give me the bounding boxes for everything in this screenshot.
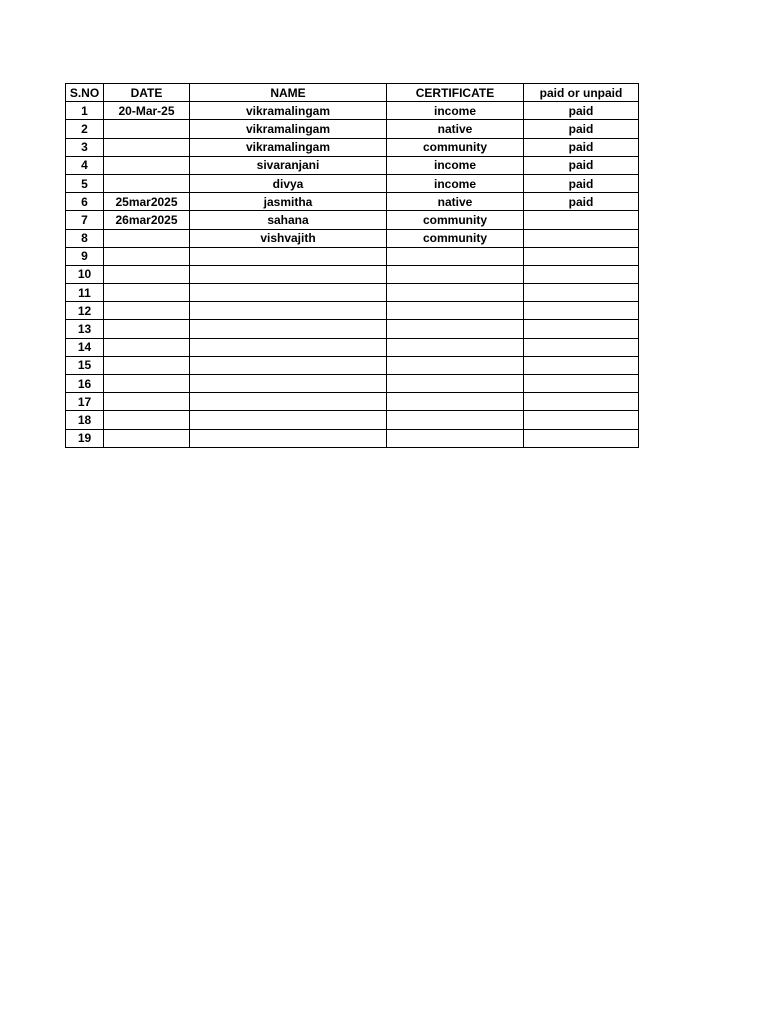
- certificate-cell: [387, 284, 524, 302]
- certificate-cell: income: [387, 174, 524, 192]
- table-row: [66, 356, 639, 374]
- name-cell: [190, 411, 387, 429]
- date-cell: [104, 284, 190, 302]
- sno-cell: 1: [66, 102, 104, 120]
- name-cell: vishvajith: [190, 229, 387, 247]
- name-cell: [190, 265, 387, 283]
- sno-cell: 19: [66, 429, 104, 447]
- paid-status-cell: [524, 393, 639, 411]
- certificate-cell: [387, 375, 524, 393]
- date-cell: [104, 338, 190, 356]
- name-cell: [190, 429, 387, 447]
- table-row: [66, 193, 639, 211]
- table-row: [66, 411, 639, 429]
- name-cell: sahana: [190, 211, 387, 229]
- name-cell: sivaranjani: [190, 156, 387, 174]
- table-body: [66, 102, 639, 448]
- paid-status-cell: paid: [524, 120, 639, 138]
- certificate-cell: native: [387, 120, 524, 138]
- name-cell: [190, 338, 387, 356]
- sno-cell: 15: [66, 356, 104, 374]
- paid-status-cell: [524, 356, 639, 374]
- table-row: [66, 429, 639, 447]
- paid-status-cell: [524, 229, 639, 247]
- date-cell: [104, 375, 190, 393]
- table-row: [66, 138, 639, 156]
- name-cell: vikramalingam: [190, 138, 387, 156]
- certificate-cell: community: [387, 211, 524, 229]
- certificate-cell: [387, 356, 524, 374]
- date-cell: [104, 120, 190, 138]
- table-row: [66, 211, 639, 229]
- name-cell: [190, 356, 387, 374]
- header-name: NAME: [190, 84, 387, 102]
- paid-status-cell: [524, 338, 639, 356]
- paid-status-cell: paid: [524, 102, 639, 120]
- date-cell: [104, 156, 190, 174]
- paid-status-cell: [524, 320, 639, 338]
- certificate-cell: [387, 411, 524, 429]
- table-row: [66, 229, 639, 247]
- date-cell: [104, 393, 190, 411]
- paid-status-cell: [524, 411, 639, 429]
- date-cell: 25mar2025: [104, 193, 190, 211]
- certificate-cell: [387, 247, 524, 265]
- paid-status-cell: [524, 247, 639, 265]
- sno-cell: 2: [66, 120, 104, 138]
- name-cell: [190, 247, 387, 265]
- header-sno: S.NO: [66, 84, 104, 102]
- date-cell: [104, 302, 190, 320]
- sno-cell: 6: [66, 193, 104, 211]
- paid-status-cell: [524, 211, 639, 229]
- name-cell: [190, 302, 387, 320]
- paid-status-cell: paid: [524, 156, 639, 174]
- sno-cell: 16: [66, 375, 104, 393]
- sno-cell: 14: [66, 338, 104, 356]
- name-cell: divya: [190, 174, 387, 192]
- table-row: [66, 338, 639, 356]
- table-row: [66, 265, 639, 283]
- name-cell: [190, 284, 387, 302]
- sno-cell: 4: [66, 156, 104, 174]
- sno-cell: 17: [66, 393, 104, 411]
- table-row: [66, 375, 639, 393]
- sno-cell: 8: [66, 229, 104, 247]
- certificate-cell: community: [387, 138, 524, 156]
- date-cell: [104, 138, 190, 156]
- header-certificate: CERTIFICATE: [387, 84, 524, 102]
- table-row: [66, 247, 639, 265]
- name-cell: [190, 393, 387, 411]
- certificate-cell: [387, 302, 524, 320]
- date-cell: [104, 320, 190, 338]
- name-cell: jasmitha: [190, 193, 387, 211]
- certificate-cell: community: [387, 229, 524, 247]
- name-cell: [190, 375, 387, 393]
- date-cell: [104, 411, 190, 429]
- paid-status-cell: [524, 265, 639, 283]
- certificate-cell: native: [387, 193, 524, 211]
- certificate-cell: income: [387, 156, 524, 174]
- sno-cell: 11: [66, 284, 104, 302]
- table-row: [66, 120, 639, 138]
- name-cell: vikramalingam: [190, 120, 387, 138]
- header-date: DATE: [104, 84, 190, 102]
- certificate-cell: [387, 429, 524, 447]
- certificate-cell: [387, 393, 524, 411]
- certificate-register-table: [65, 83, 639, 448]
- paid-status-cell: paid: [524, 193, 639, 211]
- table-row: [66, 102, 639, 120]
- certificate-cell: [387, 338, 524, 356]
- date-cell: 20-Mar-25: [104, 102, 190, 120]
- date-cell: [104, 247, 190, 265]
- date-cell: [104, 265, 190, 283]
- date-cell: 26mar2025: [104, 211, 190, 229]
- certificate-cell: [387, 320, 524, 338]
- sno-cell: 7: [66, 211, 104, 229]
- sno-cell: 9: [66, 247, 104, 265]
- date-cell: [104, 356, 190, 374]
- date-cell: [104, 229, 190, 247]
- sno-cell: 10: [66, 265, 104, 283]
- table-row: [66, 320, 639, 338]
- table-row: [66, 284, 639, 302]
- sno-cell: 18: [66, 411, 104, 429]
- sno-cell: 12: [66, 302, 104, 320]
- table-row: [66, 302, 639, 320]
- table-row: [66, 393, 639, 411]
- header-row: [66, 84, 639, 102]
- paid-status-cell: [524, 429, 639, 447]
- name-cell: vikramalingam: [190, 102, 387, 120]
- certificate-cell: income: [387, 102, 524, 120]
- paid-status-cell: [524, 284, 639, 302]
- date-cell: [104, 429, 190, 447]
- paid-status-cell: [524, 375, 639, 393]
- certificate-cell: [387, 265, 524, 283]
- header-paid-status: paid or unpaid: [524, 84, 639, 102]
- sno-cell: 5: [66, 174, 104, 192]
- paid-status-cell: paid: [524, 138, 639, 156]
- sno-cell: 13: [66, 320, 104, 338]
- table-row: [66, 156, 639, 174]
- paid-status-cell: paid: [524, 174, 639, 192]
- sno-cell: 3: [66, 138, 104, 156]
- date-cell: [104, 174, 190, 192]
- paid-status-cell: [524, 302, 639, 320]
- name-cell: [190, 320, 387, 338]
- table-row: [66, 174, 639, 192]
